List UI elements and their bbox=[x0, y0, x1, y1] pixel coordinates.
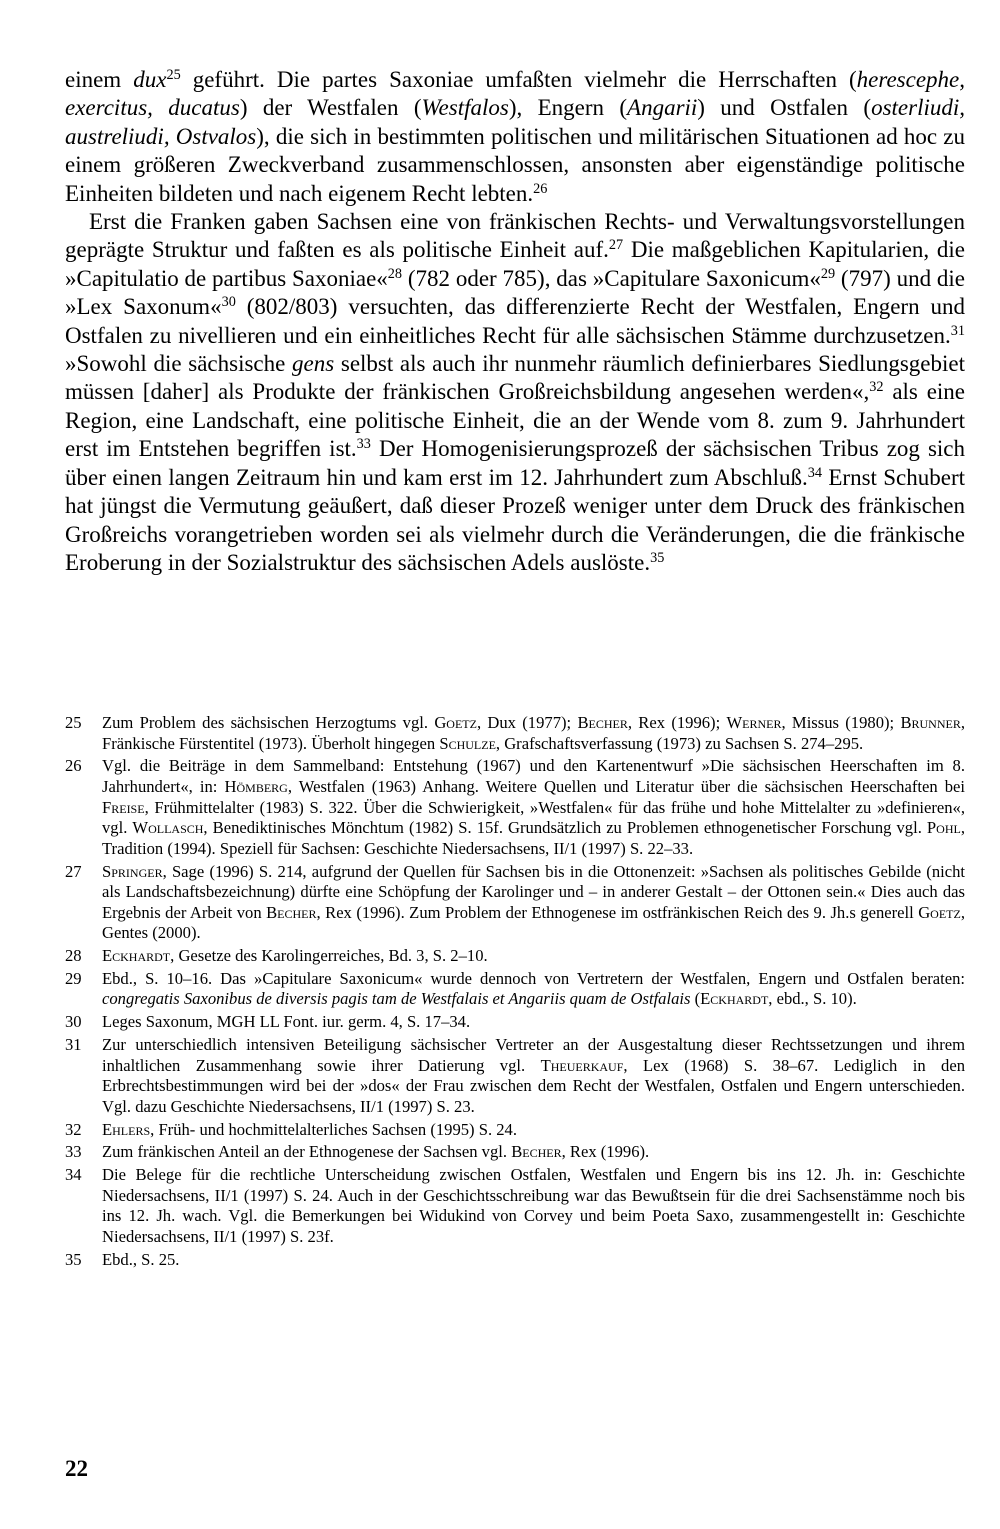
footnote-text bbox=[102, 946, 965, 967]
footnote-28 bbox=[65, 946, 965, 967]
text-run: , Gentes (2000). bbox=[102, 902, 965, 943]
text-run: ), die sich in bestimmten politischen und militärischen Situationen ad hoc zu einem größeren Zweckverband zusammenschlossen, ansonsten aber eigenständige politische Einheiten bildeten und nach eigenem Recht lebten. bbox=[65, 123, 965, 206]
author-name: Becher bbox=[577, 713, 628, 732]
footnote-ref-33[interactable]: 33 bbox=[356, 436, 371, 453]
text-run: ) und Ostfalen ( bbox=[697, 95, 872, 121]
text-run: selbst als auch ihr nunmehr räumlich definierbares Siedlungsgebiet müssen [daher] als Produkte der fränkischen Großreichsbildung angesehen werden«, bbox=[65, 351, 966, 405]
text-run: Ernst Schubert hat jüngst die Vermutung geäußert, daß dieser Prozeß weniger unter dem Druck des fränkischen Großreichs vorangetrieben worden sei als vielmehr durch die Veränderungen, die die fränkische Eroberung in der Sozialstruktur des sächsischen Adels auslöste. bbox=[65, 464, 965, 575]
text-run: Vgl. die Beiträge in dem Sammelband: Entstehung (1967) und den Kartenentwurf »Die sächsischen Heerschaften im 8. Jahrhundert«, in: bbox=[102, 756, 965, 796]
footnote-ref-27[interactable]: 27 bbox=[608, 237, 624, 254]
main-text bbox=[65, 66, 965, 577]
footnote-number: 30 bbox=[65, 1012, 82, 1032]
text-run: ( bbox=[690, 989, 701, 1009]
footnote-ref-35[interactable]: 35 bbox=[650, 550, 665, 567]
footnote-text bbox=[102, 1250, 965, 1271]
footnote-text bbox=[102, 756, 965, 859]
footnote-text bbox=[102, 969, 965, 1010]
author-name: Springer bbox=[102, 861, 163, 881]
author-name: Theuerkauf bbox=[540, 1055, 624, 1075]
text-run: Zum Problem des sächsischen Herzogtums vgl. bbox=[102, 713, 435, 732]
footnote-ref-32[interactable]: 32 bbox=[869, 379, 884, 396]
footnote-number: 31 bbox=[65, 1035, 82, 1055]
footnotes bbox=[65, 713, 965, 1273]
author-name: Becher bbox=[511, 1142, 562, 1162]
italic-term: dux bbox=[133, 67, 167, 92]
text-run: ) der Westfalen ( bbox=[239, 95, 422, 121]
author-name: Hömberg bbox=[224, 776, 288, 796]
author-name: Goetz bbox=[918, 902, 961, 922]
footnote-number: 35 bbox=[65, 1249, 82, 1269]
text-run: (782 oder 785), das »Capitulare Saxonicum« bbox=[402, 265, 821, 291]
footnote-text bbox=[102, 1142, 965, 1163]
author-name: Ehlers bbox=[102, 1119, 151, 1139]
footnote-ref-30[interactable]: 30 bbox=[221, 294, 236, 311]
footnote-number: 26 bbox=[65, 756, 82, 776]
footnote-text bbox=[102, 1120, 965, 1141]
footnote-27 bbox=[65, 862, 965, 944]
text-run: Ebd., S. 10–16. Das »Capitulare Saxonicum« wurde dennoch von Vertretern der Westfalen, Engern und Ostfalen beraten: bbox=[102, 968, 965, 988]
author-name: Wollasch bbox=[132, 818, 204, 838]
footnote-ref-29[interactable]: 29 bbox=[820, 266, 836, 283]
footnote-text bbox=[102, 713, 965, 754]
footnote-30 bbox=[65, 1012, 965, 1033]
author-name: Schulze bbox=[439, 733, 496, 753]
text-run: geführt. Die partes Saxoniae umfaßten vielmehr die Herrschaften ( bbox=[180, 67, 857, 92]
latin-quotation: congregatis Saxonibus de diversis pagis tam de Westfalais et Angariis quam de Ostfalais bbox=[102, 989, 691, 1009]
text-run: , ebd., S. 10). bbox=[768, 989, 857, 1009]
text-run: , Missus (1980); bbox=[781, 713, 901, 732]
italic-term: herescephe, exercitus, ducatus bbox=[65, 67, 965, 121]
text-run: einem bbox=[65, 67, 134, 92]
footnote-number: 29 bbox=[65, 968, 82, 988]
text-run: , Dux (1977); bbox=[476, 713, 578, 732]
italic-term: osterliudi, austreliudi, Ostvalos bbox=[65, 95, 965, 149]
paragraph-1 bbox=[65, 66, 965, 208]
text-run: (797) und die »Lex Saxonum« bbox=[65, 265, 965, 320]
text-run: ), Engern ( bbox=[508, 95, 628, 121]
page-number: 22 bbox=[65, 1456, 88, 1481]
footnote-ref-31[interactable]: 31 bbox=[950, 322, 965, 339]
author-name: Becher bbox=[266, 902, 317, 922]
footnote-ref-28[interactable]: 28 bbox=[387, 266, 403, 283]
text-run: , Frühmittelalter (1983) S. 322. Über die Schwierigkeit, »Westfalen« für das frühe und hohe Mittelalter zu »definieren«, vgl. bbox=[102, 797, 965, 838]
italic-term: gens bbox=[292, 351, 335, 377]
footnote-ref-34[interactable]: 34 bbox=[807, 464, 823, 481]
footnote-text bbox=[102, 1012, 965, 1033]
footnote-text bbox=[102, 1165, 965, 1247]
footnote-text bbox=[102, 1035, 965, 1117]
footnote-32 bbox=[65, 1120, 965, 1141]
footnote-text bbox=[102, 862, 965, 944]
text-run: , Gesetze des Karolingerreiches, Bd. 3, S. 2–10. bbox=[170, 946, 488, 966]
author-name: Brunner bbox=[900, 713, 961, 732]
text-run: Die maßgeblichen Kapitularien, die »Capitulatio de partibus Saxoniae« bbox=[65, 237, 965, 291]
footnote-number: 28 bbox=[65, 946, 82, 966]
text-run: , Rex (1996). Zum Problem der Ethnogenese im ostfränkischen Reich des 9. Jh.s generell bbox=[316, 902, 919, 922]
author-name: Eckhardt bbox=[700, 989, 769, 1009]
text-run: Der Homogenisierungsprozeß der sächsischen Tribus zog sich über einen langen Zeitraum hin und kam erst im 12. Jahrhundert zum Abschluß. bbox=[65, 436, 965, 490]
text-run: , Sage (1996) S. 214, aufgrund der Quellen für Sachsen bis in die Ottonenzeit: »Sachsen als politisches Gebilde (nicht als Landschaftsbezeichnung) dürfte eine Schöpfung der Karolinger und – in anderer Gestalt – der Ottonen sein.« Dies auch das Ergebnis der Arbeit von bbox=[102, 861, 965, 922]
text-run: , Grafschaftsverfassung (1973) zu Sachsen S. 274–295. bbox=[495, 733, 864, 753]
text-run: , Rex (1996). bbox=[561, 1142, 650, 1162]
footnote-number: 32 bbox=[65, 1119, 82, 1139]
footnote-26 bbox=[65, 756, 965, 859]
text-run: Die Belege für die rechtliche Unterscheidung zwischen Ostfalen, Westfalen und Engern bis ins 12. Jh. in: Geschichte Niedersachsens, II/1 (1997) S. 24. Auch in der Geschichtsschreibung war das Bewußtsein für die drei Sachsenstämme noch bis ins 12. Jh. wach. Vgl. die Bemerkungen bei Widukind von Corvey und beim Poeta Saxo, zusammengestellt in: Geschichte Niedersachsens, II/1 (1997) S. 23f. bbox=[102, 1165, 965, 1246]
text-run: (802/803) versuchten, das differenzierte Recht der Westfalen, Engern und Ostfalen zu nivellieren und ein einheitliches Recht für alle sächsischen Stämme durchzusetzen. bbox=[65, 294, 965, 348]
footnote-number: 34 bbox=[65, 1165, 82, 1185]
italic-term: Westfalos bbox=[421, 95, 509, 121]
text-run: Erst die Franken gaben Sachsen eine von fränkischen Rechts- und Verwaltungsvorstellungen geprägte Struktur und faßten es als politische Einheit auf. bbox=[65, 209, 965, 263]
text-run: , Lex (1968) S. 38–67. Lediglich in den Erbrechtsbestimmungen wird bei der »dos« der Frau zwischen dem Recht der Westfalen, Ostfalen und Engern unterschieden. Vgl. dazu Geschichte Niedersachsens, II/1 (1997) S. 23. bbox=[102, 1055, 965, 1116]
footnote-31 bbox=[65, 1035, 965, 1117]
footnote-number: 25 bbox=[65, 713, 82, 732]
author-name: Pohl bbox=[926, 818, 961, 838]
text-run: Zur unterschiedlich intensiven Beteiligung sächsischer Vertreter an der Ausgestaltung dieser Rechtssetzungen und ihrem inhaltlichen Zusammenhang sowie ihrer Datierung vgl. bbox=[102, 1035, 965, 1075]
text-run: , Tradition (1994). Speziell für Sachsen: Geschichte Niedersachsens, II/1 (1997) S. 22–33. bbox=[102, 818, 965, 858]
text-run: , Fränkische Fürstentitel (1973). Überholt hingegen bbox=[102, 713, 965, 753]
footnote-ref-26[interactable]: 26 bbox=[533, 180, 548, 197]
text-run: , Benediktinisches Mönchtum (1982) S. 15f. Grundsätzlich zu Problemen ethnogenetischer Forschung vgl. bbox=[203, 818, 927, 838]
author-name: Goetz bbox=[434, 713, 477, 732]
text-run: , Früh- und hochmittelalterliches Sachsen (1995) S. 24. bbox=[150, 1119, 517, 1139]
author-name: Werner bbox=[726, 713, 782, 732]
footnote-25 bbox=[65, 713, 965, 754]
footnote-ref-25[interactable]: 25 bbox=[166, 67, 181, 84]
footnote-34 bbox=[65, 1165, 965, 1247]
text-run: »Sowohl die sächsische bbox=[65, 351, 293, 377]
text-run: als eine Region, eine Landschaft, eine politische Einheit, die an der Wende vom 8. zum 9. Jahrhundert erst im Entstehen begriffen ist. bbox=[65, 379, 965, 462]
footnote-29 bbox=[65, 969, 965, 1010]
footnote-35 bbox=[65, 1250, 965, 1271]
text-run: Ebd., S. 25. bbox=[102, 1249, 180, 1269]
footnote-number: 33 bbox=[65, 1142, 82, 1162]
text-run: , Rex (1996); bbox=[627, 713, 727, 732]
footnote-number: 27 bbox=[65, 861, 82, 881]
text-run: Zum fränkischen Anteil an der Ethnogenese der Sachsen vgl. bbox=[102, 1142, 512, 1162]
paragraph-2 bbox=[65, 208, 965, 577]
text-run: , Westfalen (1963) Anhang. Weitere Quellen und Literatur über die sächsischen Heerschaften bei bbox=[287, 776, 965, 796]
text-run: Leges Saxonum, MGH LL Font. iur. germ. 4, S. 17–34. bbox=[102, 1012, 471, 1032]
author-name: Eckhardt bbox=[102, 946, 171, 966]
italic-term: Angarii bbox=[627, 95, 698, 121]
footnote-33 bbox=[65, 1142, 965, 1163]
author-name: Freise bbox=[102, 797, 145, 817]
